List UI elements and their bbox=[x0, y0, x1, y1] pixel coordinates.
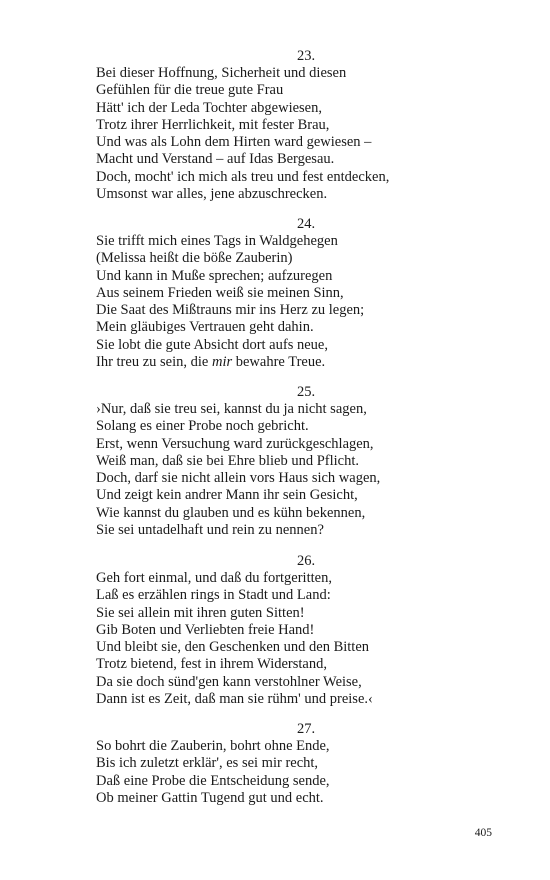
stanza-number: 27. bbox=[296, 721, 316, 737]
verse-line: Bei dieser Hoffnung, Sicherheit und diesen bbox=[96, 65, 347, 81]
verse-line: Sie sei untadelhaft und rein zu nennen? bbox=[96, 522, 324, 539]
verse-line: ›Nur, daß sie treu sei, kannst du ja nicht sagen, bbox=[96, 401, 367, 417]
stanza-23 bbox=[96, 48, 516, 203]
verse-line: Ob meiner Gattin Tugend gut und echt. bbox=[96, 789, 324, 806]
stanza-number: 23. bbox=[296, 48, 316, 64]
verse-line: Gib Boten und Verliebten freie Hand! bbox=[96, 621, 315, 638]
verse-line: Dann ist es Zeit, daß man sie rühm' und preise.‹ bbox=[96, 691, 373, 708]
stanza-number: 24. bbox=[296, 216, 316, 232]
verse-line: Laß es erzählen rings in Stadt und Land: bbox=[96, 587, 331, 604]
stanza-24 bbox=[96, 216, 516, 371]
verse-line: Und was als Lohn dem Hirten ward gewiesen – bbox=[96, 134, 372, 151]
verse-line: Geh fort einmal, und daß du fortgeritten, bbox=[96, 570, 332, 586]
verse-line: Bis ich zuletzt erklär', es sei mir recht, bbox=[96, 755, 319, 772]
stanza-25 bbox=[96, 384, 516, 539]
verse-line: Umsonst war alles, jene abzuschrecken. bbox=[96, 186, 328, 203]
verse-line: Trotz bietend, fest in ihrem Widerstand, bbox=[96, 656, 327, 673]
verse-line: Macht und Verstand – auf Idas Bergesau. bbox=[96, 151, 335, 168]
verse-line: Mein gläubiges Vertrauen geht dahin. bbox=[96, 319, 314, 336]
verse-line: Und zeigt kein andrer Mann ihr sein Gesicht, bbox=[96, 487, 358, 504]
page-number: 405 bbox=[474, 827, 492, 839]
stanza-number: 25. bbox=[296, 384, 316, 400]
verse-line: Doch, mocht' ich mich als treu und fest entdecken, bbox=[96, 168, 390, 185]
verse-line: Hätt' ich der Leda Tochter abgewiesen, bbox=[96, 99, 322, 116]
verse-line: Trotz ihrer Herrlichkeit, mit fester Brau, bbox=[96, 116, 330, 133]
verse-line: Erst, wenn Versuchung ward zurückgeschlagen, bbox=[96, 435, 374, 452]
verse-line: Weiß man, daß sie bei Ehre blieb und Pflicht. bbox=[96, 452, 359, 469]
stanza-26 bbox=[96, 553, 516, 708]
verse-line-italic: Ihr treu zu sein, die mir bewahre Treue. bbox=[96, 354, 326, 371]
verse-line: Solang es einer Probe noch gebricht. bbox=[96, 418, 309, 435]
verse-line: Doch, darf sie nicht allein vors Haus sich wagen, bbox=[96, 470, 381, 487]
verse-line: Gefühlen für die treue gute Frau bbox=[96, 82, 284, 99]
verse-line: Sie lobt die gute Absicht dort aufs neue, bbox=[96, 336, 328, 353]
verse-line: Die Saat des Mißtrauns mir ins Herz zu legen; bbox=[96, 302, 365, 319]
verse-line: Da sie doch sünd'gen kann verstohlner Weise, bbox=[96, 673, 362, 690]
verse-line: Und bleibt sie, den Geschenken und den Bitten bbox=[96, 639, 370, 656]
verse-line: Wie kannst du glauben und es kühn bekennen, bbox=[96, 504, 366, 521]
emphasis: mir bbox=[211, 354, 233, 371]
verse-line: Aus seinem Frieden weiß sie meinen Sinn, bbox=[96, 284, 344, 301]
verse-line: Sie trifft mich eines Tags in Waldgehegen bbox=[96, 233, 338, 249]
verse-line: (Melissa heißt die böße Zauberin) bbox=[96, 250, 293, 267]
verse-line: Sie sei allein mit ihren guten Sitten! bbox=[96, 604, 305, 621]
stanza-number: 26. bbox=[296, 553, 316, 569]
stanza-27 bbox=[96, 721, 516, 807]
verse-line: Daß eine Probe die Entscheidung sende, bbox=[96, 772, 330, 789]
verse-line: So bohrt die Zauberin, bohrt ohne Ende, bbox=[96, 738, 330, 754]
verse-line: Und kann in Muße sprechen; aufzuregen bbox=[96, 267, 333, 284]
